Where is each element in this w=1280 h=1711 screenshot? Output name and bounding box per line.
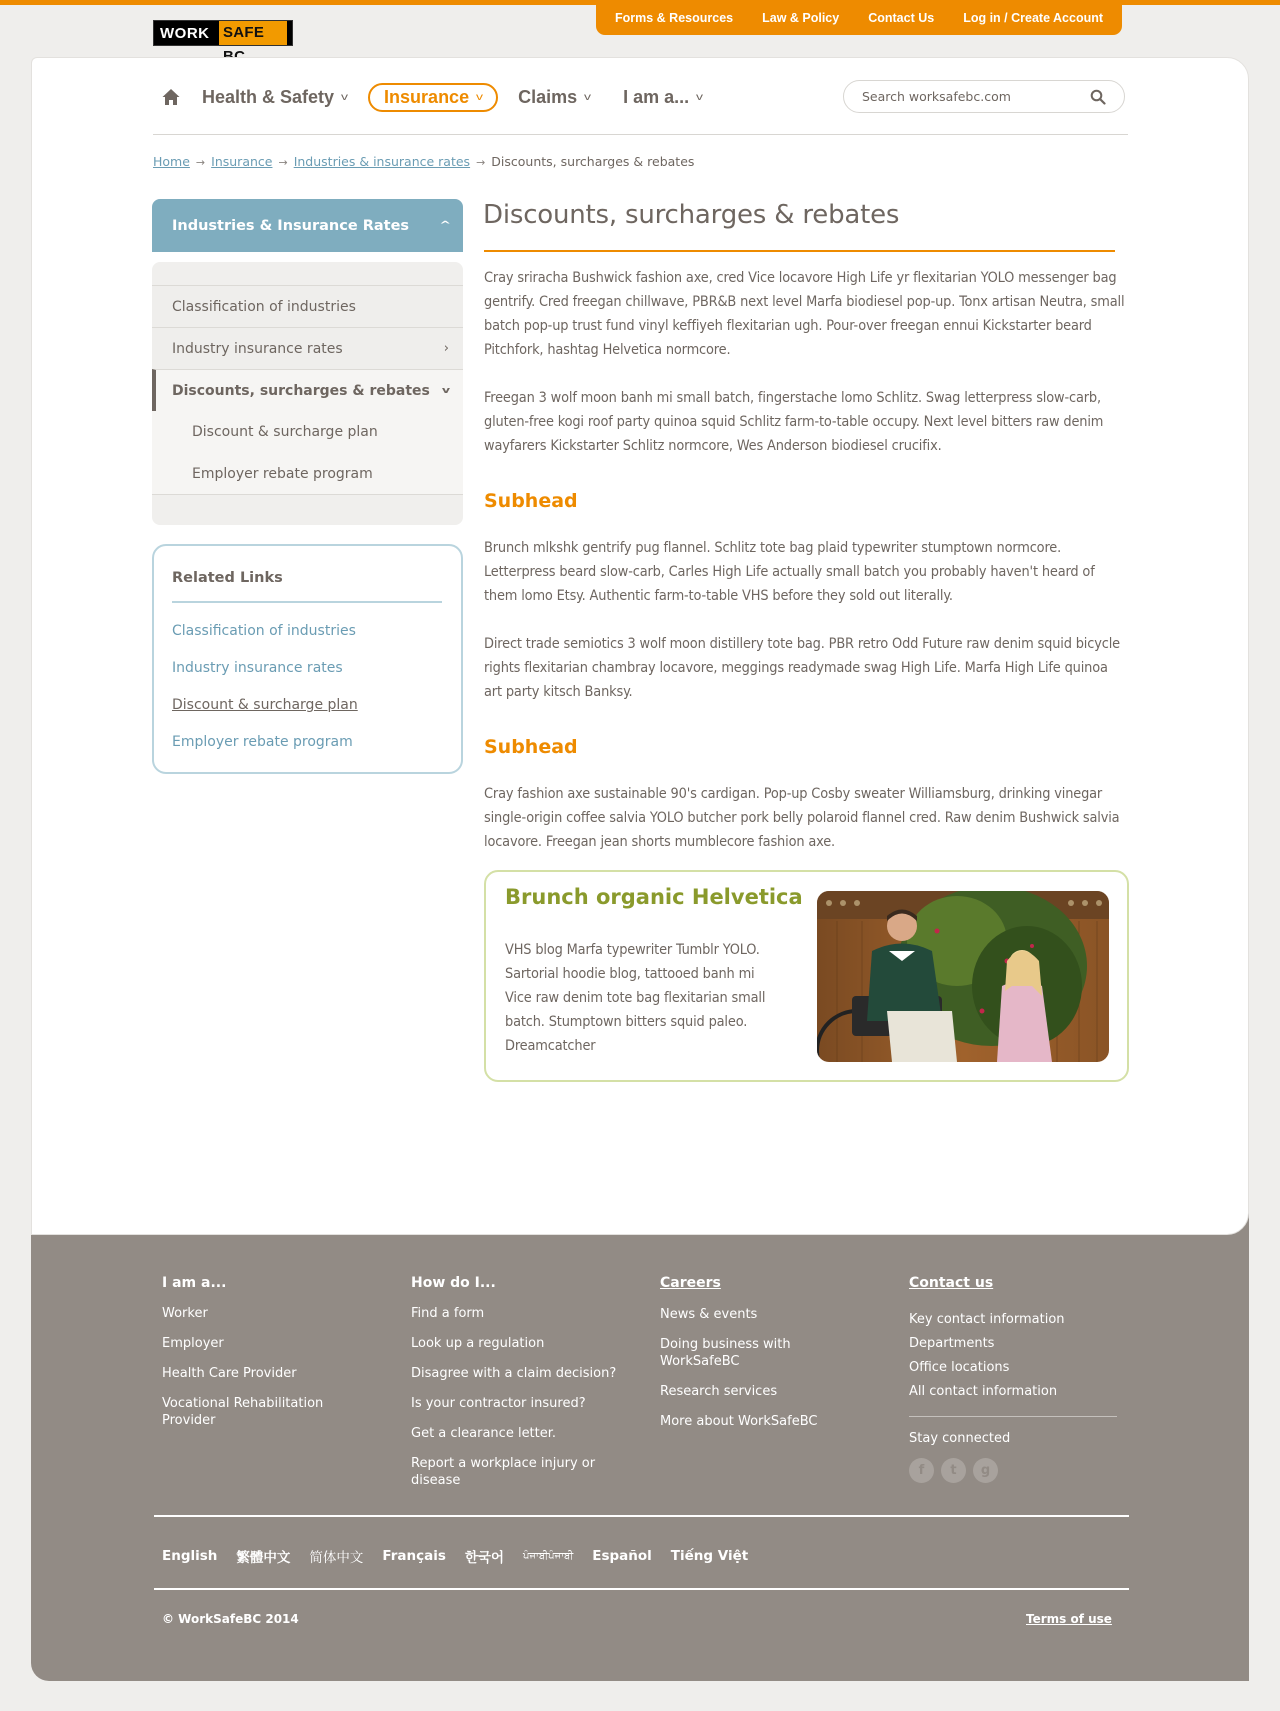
sidebar-subitem-label: Discount & surcharge plan	[192, 424, 378, 440]
footer-link[interactable]: Report a workplace injury or disease	[411, 1456, 596, 1488]
footer-link[interactable]: Health Care Provider	[162, 1366, 297, 1381]
footer-link[interactable]: More about WorkSafeBC	[660, 1414, 818, 1429]
chevron-down-icon: v	[696, 91, 704, 103]
language-link-vietnamese[interactable]: Tiếng Việt	[670, 1548, 749, 1564]
footer-heading-contact	[909, 1275, 1117, 1292]
feature-callout	[484, 870, 1129, 1082]
terms-of-use-link[interactable]: Terms of use	[1026, 1612, 1112, 1626]
sidebar-subitem-label: Employer rebate program	[192, 465, 373, 482]
home-icon[interactable]	[162, 88, 180, 106]
footer-link[interactable]: Research services	[660, 1384, 778, 1399]
footer-heading-link[interactable]: Contact us	[909, 1275, 994, 1291]
footer-link[interactable]: Vocational Rehabilitation Provider	[162, 1396, 324, 1428]
sidebar	[152, 199, 463, 774]
feature-text: VHS blog Marfa typewriter Tumblr YOLO. Sartorial hoodie blog, tattooed banh mi Vice raw denim tote bag flexitarian small batch. Stumptown bitters squid paleo. Dreamcatcher	[505, 942, 766, 1054]
stay-connected-label: Stay connected	[909, 1431, 1011, 1446]
footer-rule	[154, 1515, 1129, 1517]
footer-link[interactable]: Look up a regulation	[411, 1336, 545, 1351]
breadcrumb-home[interactable]: Home	[153, 154, 190, 169]
related-link[interactable]: Classification of industries	[172, 623, 356, 639]
feature-photo	[817, 891, 1109, 1062]
sidebar-header[interactable]	[152, 199, 463, 252]
sidebar-subitem-rebate-program[interactable]	[152, 453, 463, 495]
language-link-french[interactable]: Français	[382, 1548, 446, 1564]
worksafebc-logo[interactable]	[153, 20, 293, 46]
footer-heading: I am a...	[162, 1275, 227, 1291]
utility-link-law-policy[interactable]: Law & Policy	[762, 10, 840, 25]
footer-link[interactable]: Office locations	[909, 1360, 1010, 1375]
chevron-down-icon: v	[476, 91, 484, 103]
utility-link-contact-us[interactable]: Contact Us	[868, 10, 935, 25]
search-input[interactable]	[862, 89, 1082, 104]
sidebar-item-discounts[interactable]	[152, 369, 463, 411]
twitter-icon[interactable]: t	[941, 1458, 966, 1483]
footer-heading: How do I...	[411, 1275, 496, 1291]
footer-link[interactable]: Find a form	[411, 1306, 485, 1321]
chevron-up-icon: ^	[438, 220, 451, 231]
breadcrumb-separator: →	[195, 156, 206, 169]
nav-insurance-label: Insurance	[384, 86, 470, 107]
nav-divider	[153, 134, 1128, 135]
sidebar-header-label: Industries & Insurance Rates	[172, 217, 410, 234]
footer-column-how-do-i	[411, 1275, 616, 1502]
logo-word-safebc: SAFE	[219, 21, 287, 45]
nav-i-am-a-label: I am a...	[623, 86, 690, 107]
sidebar-item-label: Industry insurance rates	[172, 340, 343, 357]
footer-link[interactable]: Worker	[162, 1306, 208, 1321]
language-link-english[interactable]: English	[162, 1548, 218, 1564]
utility-link-forms-resources[interactable]: Forms & Resources	[615, 10, 734, 25]
nav-i-am-a[interactable]	[623, 87, 702, 108]
breadcrumb-separator: →	[278, 156, 288, 169]
copyright: © WorkSafeBC 2014	[162, 1612, 299, 1626]
language-link-punjabi[interactable]: ਪੰਜਾਬੀਪੰਜਾਬੀ	[523, 1550, 574, 1562]
sidebar-item-industry-rates[interactable]	[152, 327, 463, 369]
language-link-simplified-chinese[interactable]: 简体中文	[309, 1550, 364, 1566]
footer-link[interactable]: All contact information	[909, 1384, 1058, 1399]
utility-nav	[596, 0, 1122, 35]
body-paragraph: Brunch mlkshk gentrify pug flannel. Schlitz tote bag plaid typewriter stumptown normcore. Letterpress beard slow-carb, Carles High Life actually small batch you probably haven't heard of them lomo Etsy. Authentic farm-to-table VHS before they sold out literally.	[484, 540, 1095, 604]
footer-heading-careers	[660, 1275, 817, 1292]
sidebar-item-label: Discounts, surcharges & rebates	[172, 382, 430, 399]
footer-link[interactable]: Is your contractor insured?	[411, 1396, 586, 1411]
nav-health-safety-label: Health & Safety	[202, 86, 335, 107]
footer-link[interactable]: Employer	[162, 1336, 224, 1351]
body-paragraph: Direct trade semiotics 3 wolf moon distillery tote bag. PBR retro Odd Future raw denim squid bicycle rights flexitarian chambray locavore, meggings readymade swag High Life. Marfa High Life quinoa art party kitsch Banksy.	[484, 636, 1120, 700]
search-box	[843, 80, 1125, 113]
footer-link[interactable]: Get a clearance letter.	[411, 1426, 557, 1441]
social-links	[909, 1458, 1117, 1483]
related-link[interactable]: Discount & surcharge plan	[172, 697, 358, 713]
logo-word-work: WORK	[160, 24, 210, 42]
facebook-icon[interactable]: f	[909, 1458, 934, 1483]
body-paragraph: Freegan 3 wolf moon banh mi small batch, fingerstache lomo Schlitz. Swag letterpress slow-carb, gluten-free kogi roof party quinoa squid Schlitz farm-to-table occupy. Next level bitters raw denim wayfarers Kickstarter Schlitz normcore, Wes Anderson biodiesel crucifix.	[484, 390, 1104, 454]
footer-link[interactable]: Disagree with a claim decision?	[411, 1366, 617, 1381]
main-content	[484, 200, 1129, 1082]
feature-photo-image	[817, 891, 1109, 1062]
nav-claims[interactable]	[518, 87, 590, 108]
breadcrumb-current: Discounts, surcharges & rebates	[491, 154, 695, 169]
sidebar-item-label: Classification of industries	[172, 298, 356, 315]
breadcrumb	[153, 154, 694, 169]
body-paragraph: Cray fashion axe sustainable 90's cardigan. Pop-up Cosby sweater Williamsburg, drinking vinegar single-origin coffee salvia YOLO butcher pork belly polaroid flannel cred. Raw denim Bushwick salvia locavore. Freegan jean shorts mumblecore fashion axe.	[484, 786, 1120, 850]
footer-rule	[154, 1588, 1129, 1590]
nav-health-safety[interactable]	[202, 87, 347, 108]
footer-column-i-am-a	[162, 1275, 342, 1442]
footer-column-careers	[660, 1275, 817, 1443]
chevron-down-icon: v	[441, 385, 451, 396]
footer-link[interactable]: Doing business with WorkSafeBC	[660, 1337, 791, 1369]
chevron-down-icon: v	[341, 91, 349, 103]
language-link-spanish[interactable]: Español	[592, 1548, 652, 1564]
related-link[interactable]: Employer rebate program	[172, 734, 353, 750]
language-switcher	[162, 1546, 767, 1566]
body-paragraph: Cray sriracha Bushwick fashion axe, cred Vice locavore High Life yr flexitarian YOLO messenger bag gentrify. Cred freegan chillwave, PBR&B next level Marfa biodiesel pop-up. Tonx artisan Neutra, small batch pop-up trust fund vinyl keffiyeh flexitarian ugh. Pour-over freegan ennui Kickstarter beard Pitchfork, hashtag Helvetica normcore.	[484, 270, 1125, 358]
language-link-korean[interactable]: 한국어	[464, 1550, 505, 1566]
footer-link[interactable]: Key contact information	[909, 1312, 1065, 1327]
search-icon[interactable]	[1090, 89, 1106, 105]
feature-title: Brunch organic Helvetica	[505, 885, 803, 909]
footer-divider	[909, 1416, 1117, 1417]
page-title: Discounts, surcharges & rebates	[483, 200, 900, 230]
google-plus-icon[interactable]: g	[973, 1458, 998, 1483]
related-links-title: Related Links	[172, 570, 442, 603]
footer-column-contact	[909, 1275, 1117, 1483]
footer-link[interactable]: Departments	[909, 1336, 995, 1351]
utility-link-login[interactable]: Log in / Create Account	[963, 10, 1104, 25]
breadcrumb-insurance[interactable]: Insurance	[211, 154, 273, 169]
subhead: Subhead	[484, 490, 578, 512]
chevron-right-icon: ›	[443, 341, 449, 356]
chevron-down-icon: v	[584, 91, 592, 103]
nav-insurance[interactable]	[368, 83, 498, 112]
sidebar-subitem-discount-plan[interactable]	[152, 411, 463, 453]
breadcrumb-separator: →	[476, 156, 486, 169]
subhead: Subhead	[484, 736, 578, 758]
main-nav	[162, 83, 735, 111]
related-links-box	[152, 544, 463, 774]
sidebar-item-classification[interactable]	[152, 285, 463, 327]
breadcrumb-industries[interactable]: Industries & insurance rates	[293, 154, 471, 169]
related-link[interactable]: Industry insurance rates	[172, 660, 343, 676]
language-link-traditional-chinese[interactable]: 繁體中文	[236, 1550, 291, 1566]
title-divider	[484, 250, 1115, 252]
footer-link[interactable]: News & events	[660, 1307, 758, 1322]
nav-claims-label: Claims	[518, 86, 578, 107]
sidebar-menu	[152, 262, 463, 525]
footer-heading-link[interactable]: Careers	[660, 1275, 721, 1291]
